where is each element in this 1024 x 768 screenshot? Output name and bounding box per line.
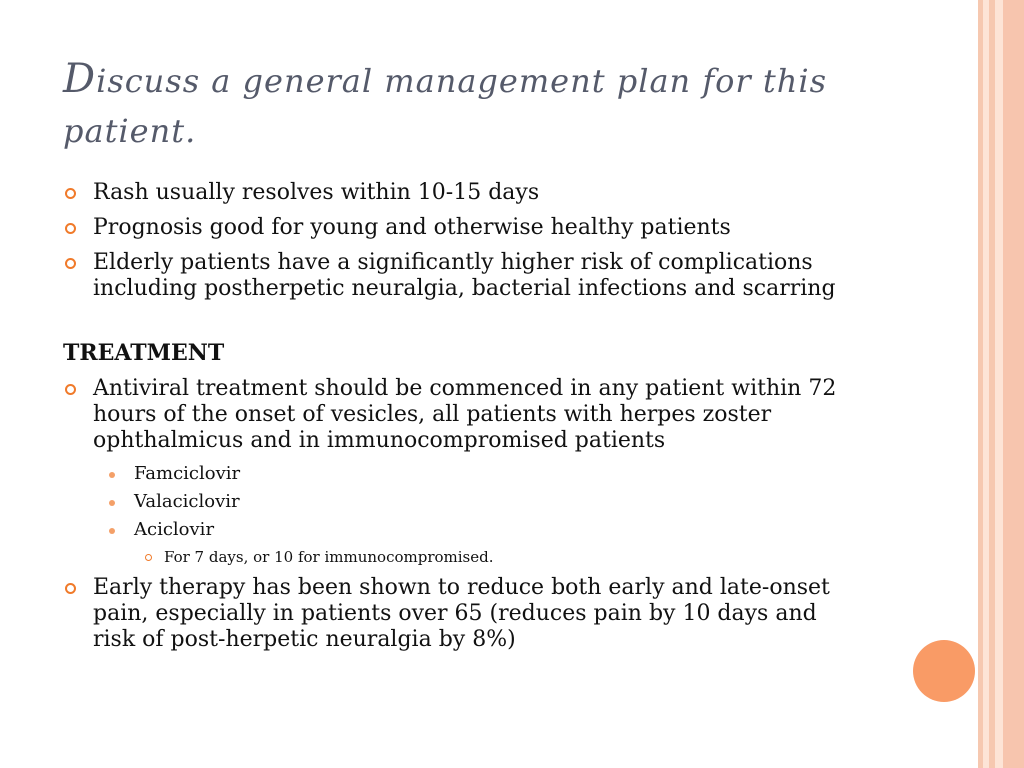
drug-item	[63, 519, 863, 541]
decor-stripe	[995, 0, 1003, 768]
bullet-ring-icon	[65, 583, 76, 594]
bullet-item	[63, 376, 863, 454]
drug-item	[63, 463, 863, 485]
bullet-ring-icon	[145, 554, 152, 561]
treatment-heading: TREATMENT	[63, 340, 225, 366]
bullet-item	[63, 215, 863, 241]
bullet-ring-icon	[65, 384, 76, 395]
bullet-text: Rash usually resolves within 10-15 days	[93, 180, 540, 205]
bullet-ring-icon	[65, 258, 76, 269]
slide-title: Discuss a general management plan for this patient.	[63, 56, 828, 150]
bullet-dot-icon	[109, 500, 115, 506]
drug-name: Famciclovir	[134, 463, 241, 484]
drug-item	[63, 491, 863, 513]
bullet-ring-icon	[65, 223, 76, 234]
drug-name: Aciclovir	[134, 519, 215, 540]
bullet-text: Prognosis good for young and otherwise healthy patients	[93, 215, 731, 240]
dosage-note-text: For 7 days, or 10 for immunocompromised.	[164, 548, 494, 566]
bullet-ring-icon	[65, 188, 76, 199]
bullet-item	[63, 250, 863, 302]
decor-stripe	[1003, 0, 1024, 768]
bullet-item	[63, 575, 863, 653]
bullet-text: Elderly patients have a significantly higher risk of complications including postherpetic neuralgia, bacterial infections and scarring	[93, 250, 836, 301]
drug-name: Valaciclovir	[134, 491, 240, 512]
slide-body	[63, 180, 863, 662]
bullet-item	[63, 180, 863, 206]
bullet-text: Early therapy has been shown to reduce both early and late-onset pain, especially in patients over 65 (reduces pain by 10 days and risk of post-herpetic neuralgia by 8%)	[93, 575, 830, 652]
bullet-text: Antiviral treatment should be commenced in any patient within 72 hours of the onset of vesicles, all patients with herpes zoster ophthalmicus and in immunocompromised patients	[93, 376, 837, 453]
bullet-dot-icon	[109, 472, 115, 478]
bullet-dot-icon	[109, 528, 115, 534]
decor-circle	[913, 640, 975, 702]
dosage-note	[63, 547, 863, 567]
